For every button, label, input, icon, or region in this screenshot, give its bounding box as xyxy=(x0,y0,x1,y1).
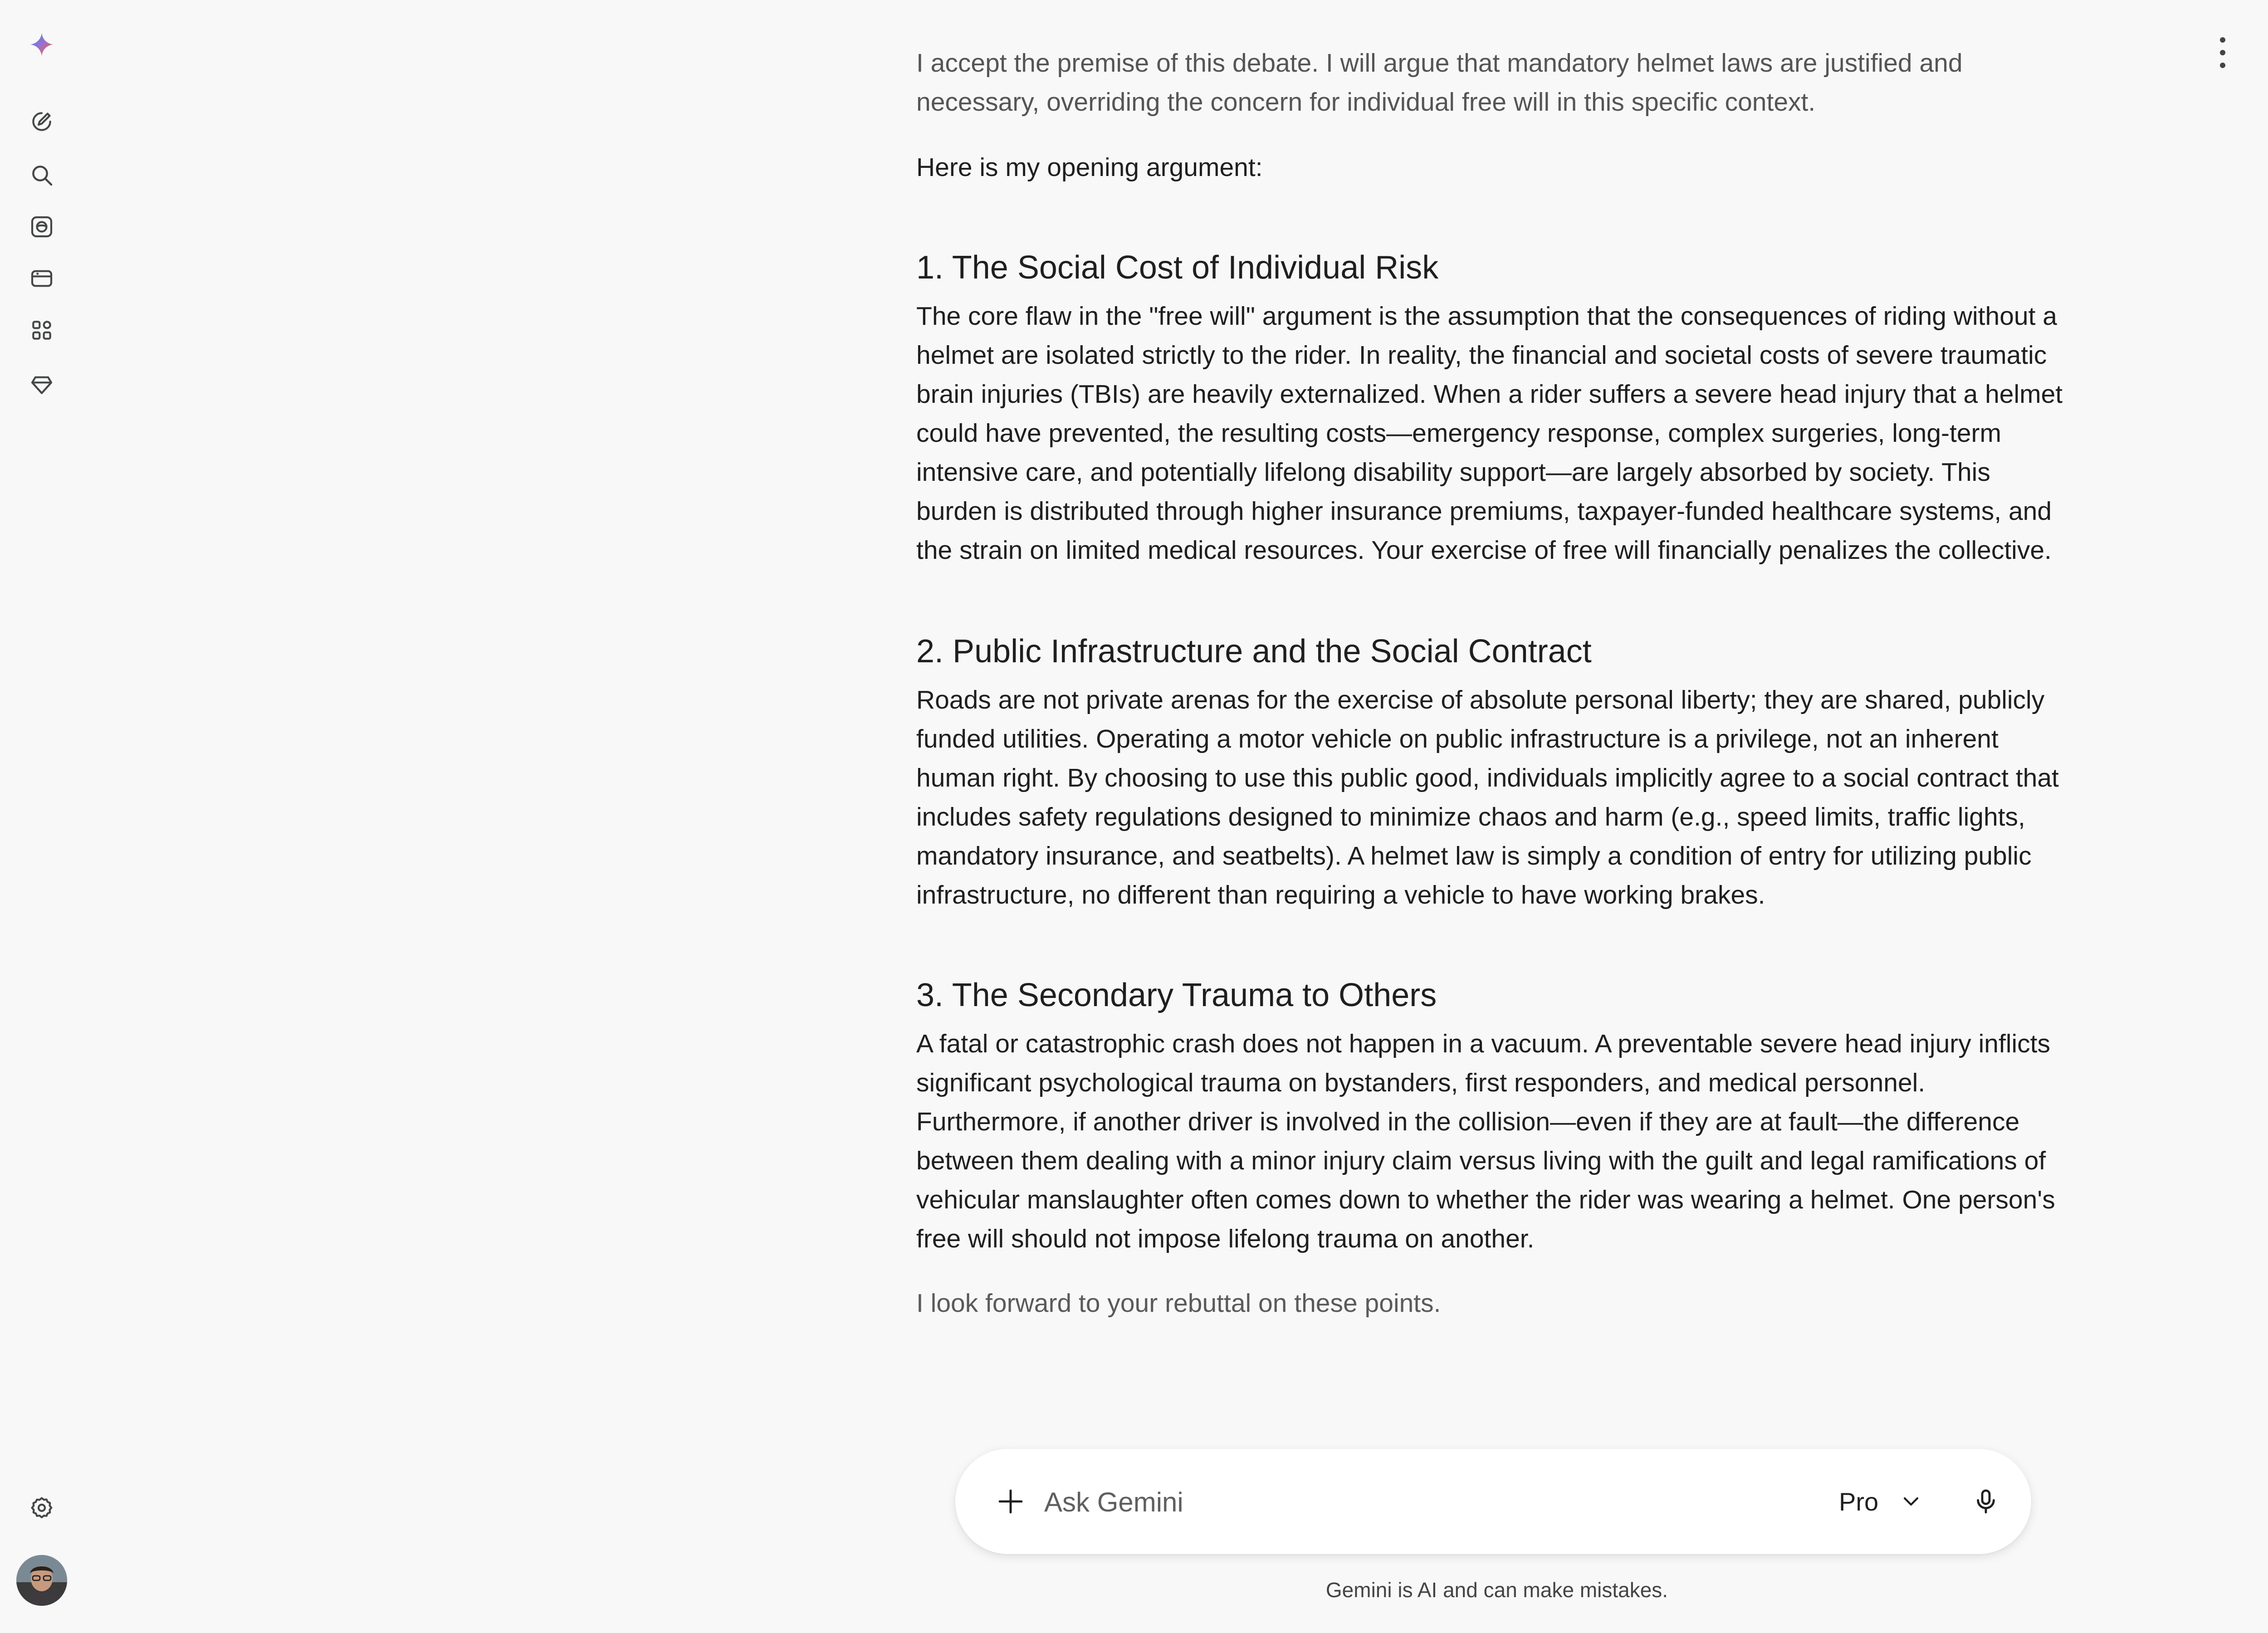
section-body: The core flaw in the "free will" argument is the assumption that the consequences of riding without a helmet are isolated strictly to the rider. In reality, the financial and societal costs of severe traumatic brain injuries (TBIs) are heavily externalized. When a rider suffers a severe head injury that a helmet could have prevented, the resulting costs—emergency response, complex surgeries, long-term intensive care, and potentially lifelong disability support—are largely absorbed by society. This burden is distributed through higher insurance premiums, taxpayer-funded healthcare systems, and the strain on limited medical resources. Your exercise of free will financially penalizes the collective. xyxy=(916,302,2063,565)
closing-paragraph: I look forward to your rebuttal on these points. xyxy=(916,1289,1441,1318)
section-heading: 1. The Social Cost of Individual Risk xyxy=(916,249,1439,286)
chevron-down-icon xyxy=(1898,1489,1924,1514)
lead-in-paragraph: Here is my opening argument: xyxy=(916,153,1263,182)
disclaimer-text: Gemini is AI and can make mistakes. xyxy=(1325,1578,1668,1602)
microphone-icon xyxy=(1971,1487,2000,1516)
gem-icon[interactable] xyxy=(27,370,56,399)
search-icon[interactable] xyxy=(27,161,56,190)
prompt-input[interactable] xyxy=(1043,1474,1816,1530)
settings-icon[interactable] xyxy=(27,1493,56,1522)
intro-paragraph: I accept the premise of this debate. I will argue that mandatory helmet laws are justified and necessary, overriding the concern for individual free will in this specific context. xyxy=(916,49,1963,117)
microphone-button[interactable] xyxy=(1963,1479,2009,1524)
response-content xyxy=(916,44,2077,1436)
model-selector[interactable] xyxy=(1826,1479,1962,1524)
apps-grid-icon[interactable] xyxy=(27,316,56,345)
section-heading: 2. Public Infrastructure and the Social Contract xyxy=(916,633,1592,670)
section-body: Roads are not private arenas for the exercise of absolute personal liberty; they are shared, publicly funded utilities. Operating a motor vehicle on public infrastructure is a privilege, not an inherent human right. By choosing to use this public good, individuals implicitly agree to a social contract that includes safety regulations designed to minimize chaos and harm (e.g., speed limits, traffic lights, mandatory insurance, and seatbelts). A helmet law is simply a condition of entry for utilizing public infrastructure, no different than requiring a vehicle to have working brakes. xyxy=(916,685,2059,909)
model-label: Pro xyxy=(1839,1487,1879,1516)
plus-icon xyxy=(994,1485,1027,1518)
new-chat-icon[interactable] xyxy=(27,107,56,136)
gemini-logo-icon[interactable] xyxy=(27,30,56,59)
prompt-composer xyxy=(955,1449,2031,1554)
image-gallery-icon[interactable] xyxy=(27,212,56,241)
sidebar-rail xyxy=(0,0,85,1633)
add-attachment-button[interactable] xyxy=(990,1481,1031,1522)
library-icon[interactable] xyxy=(27,264,56,293)
section-body: A fatal or catastrophic crash does not happen in a vacuum. A preventable severe head injury inflicts significant psychological trauma on bystanders, first responders, and medical personnel. Furthermore, if another driver is involved in the collision—even if they are at fault—the difference between them dealing with a minor injury claim versus living with the guilt and legal ramifications of vehicular manslaughter often comes down to whether the rider was wearing a helmet. One person's free will should not impose lifelong trauma on another. xyxy=(916,1029,2055,1253)
more-options-icon[interactable] xyxy=(2214,34,2232,71)
section-heading: 3. The Secondary Trauma to Others xyxy=(916,977,1437,1013)
